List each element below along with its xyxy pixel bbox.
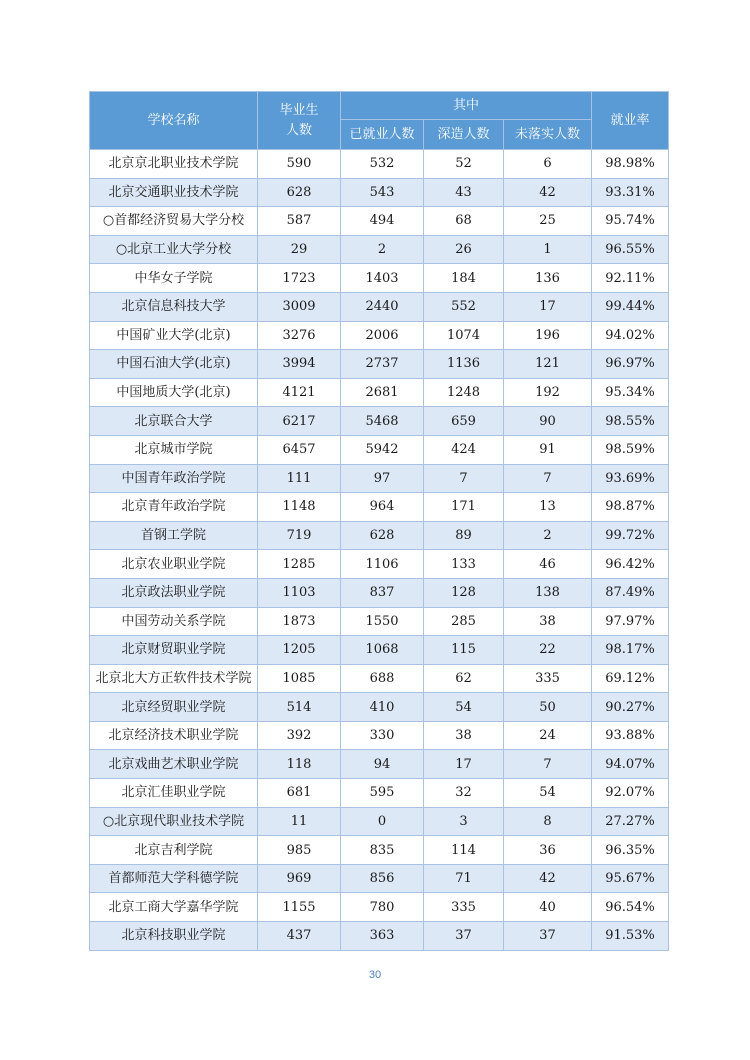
cell-further-study: 1248 <box>424 378 504 407</box>
table-row <box>90 207 669 236</box>
cell-employed: 628 <box>341 521 424 550</box>
cell-graduates: 3009 <box>258 292 341 321</box>
cell-further-study: 114 <box>424 836 504 865</box>
cell-further-study: 659 <box>424 407 504 436</box>
cell-unplaced: 90 <box>504 407 592 436</box>
cell-employment-rate: 94.07% <box>592 750 669 779</box>
table-row <box>90 807 669 836</box>
cell-unplaced: 22 <box>504 636 592 665</box>
cell-further-study: 285 <box>424 607 504 636</box>
cell-unplaced: 37 <box>504 922 592 951</box>
cell-unplaced: 8 <box>504 807 592 836</box>
cell-graduates: 514 <box>258 693 341 722</box>
table-row <box>90 607 669 636</box>
cell-employed: 363 <box>341 922 424 951</box>
cell-school-name: ○北京现代职业技术学院 <box>90 807 258 836</box>
cell-further-study: 171 <box>424 493 504 522</box>
cell-employed: 330 <box>341 721 424 750</box>
cell-employment-rate: 94.02% <box>592 321 669 350</box>
cell-graduates: 6457 <box>258 435 341 464</box>
table-row <box>90 435 669 464</box>
cell-employed: 543 <box>341 178 424 207</box>
cell-further-study: 68 <box>424 207 504 236</box>
cell-employed: 410 <box>341 693 424 722</box>
cell-employment-rate: 98.59% <box>592 435 669 464</box>
header-school-name: 学校名称 <box>90 92 258 150</box>
cell-graduates: 719 <box>258 521 341 550</box>
cell-employment-rate: 91.53% <box>592 922 669 951</box>
cell-employment-rate: 95.34% <box>592 378 669 407</box>
cell-unplaced: 40 <box>504 893 592 922</box>
cell-school-name: 北京联合大学 <box>90 407 258 436</box>
cell-unplaced: 136 <box>504 264 592 293</box>
cell-unplaced: 1 <box>504 235 592 264</box>
cell-graduates: 1205 <box>258 636 341 665</box>
cell-employment-rate: 93.69% <box>592 464 669 493</box>
cell-employed: 1068 <box>341 636 424 665</box>
cell-graduates: 4121 <box>258 378 341 407</box>
table-row <box>90 693 669 722</box>
cell-further-study: 43 <box>424 178 504 207</box>
cell-employment-rate: 95.67% <box>592 864 669 893</box>
cell-unplaced: 42 <box>504 178 592 207</box>
cell-graduates: 1285 <box>258 550 341 579</box>
cell-further-study: 32 <box>424 779 504 808</box>
cell-school-name: 北京工商大学嘉华学院 <box>90 893 258 922</box>
employment-table <box>89 91 669 951</box>
cell-employment-rate: 97.97% <box>592 607 669 636</box>
table-row <box>90 922 669 951</box>
cell-employed: 1106 <box>341 550 424 579</box>
cell-further-study: 38 <box>424 721 504 750</box>
cell-employment-rate: 99.72% <box>592 521 669 550</box>
cell-employed: 94 <box>341 750 424 779</box>
cell-school-name: 首钢工学院 <box>90 521 258 550</box>
header-employment-rate: 就业率 <box>592 92 669 150</box>
cell-employment-rate: 98.87% <box>592 493 669 522</box>
cell-employment-rate: 27.27% <box>592 807 669 836</box>
cell-employed: 964 <box>341 493 424 522</box>
cell-unplaced: 13 <box>504 493 592 522</box>
table-row <box>90 836 669 865</box>
cell-school-name: 中华女子学院 <box>90 264 258 293</box>
cell-employed: 494 <box>341 207 424 236</box>
cell-unplaced: 196 <box>504 321 592 350</box>
cell-further-study: 89 <box>424 521 504 550</box>
cell-employed: 595 <box>341 779 424 808</box>
cell-employment-rate: 96.35% <box>592 836 669 865</box>
table-row <box>90 864 669 893</box>
cell-unplaced: 2 <box>504 521 592 550</box>
cell-graduates: 437 <box>258 922 341 951</box>
table-row <box>90 178 669 207</box>
table-row <box>90 493 669 522</box>
cell-employed: 0 <box>341 807 424 836</box>
cell-school-name: 北京戏曲艺术职业学院 <box>90 750 258 779</box>
cell-school-name: ○首都经济贸易大学分校 <box>90 207 258 236</box>
cell-unplaced: 121 <box>504 350 592 379</box>
cell-unplaced: 38 <box>504 607 592 636</box>
cell-employed: 835 <box>341 836 424 865</box>
table-body <box>90 150 669 951</box>
cell-school-name: ○北京工业大学分校 <box>90 235 258 264</box>
cell-graduates: 11 <box>258 807 341 836</box>
cell-school-name: 北京青年政治学院 <box>90 493 258 522</box>
cell-employed: 837 <box>341 578 424 607</box>
cell-employment-rate: 98.98% <box>592 150 669 179</box>
cell-employed: 2006 <box>341 321 424 350</box>
page-number: 30 <box>368 969 382 981</box>
cell-unplaced: 192 <box>504 378 592 407</box>
cell-graduates: 3994 <box>258 350 341 379</box>
cell-employment-rate: 90.27% <box>592 693 669 722</box>
table-row <box>90 893 669 922</box>
cell-school-name: 北京农业职业学院 <box>90 550 258 579</box>
cell-unplaced: 50 <box>504 693 592 722</box>
cell-further-study: 115 <box>424 636 504 665</box>
table-row <box>90 321 669 350</box>
cell-unplaced: 335 <box>504 664 592 693</box>
cell-further-study: 26 <box>424 235 504 264</box>
cell-further-study: 128 <box>424 578 504 607</box>
cell-school-name: 中国劳动关系学院 <box>90 607 258 636</box>
cell-employed: 2737 <box>341 350 424 379</box>
cell-school-name: 北京经济技术职业学院 <box>90 721 258 750</box>
cell-school-name: 北京信息科技大学 <box>90 292 258 321</box>
cell-employed: 1550 <box>341 607 424 636</box>
cell-employed: 2440 <box>341 292 424 321</box>
cell-further-study: 7 <box>424 464 504 493</box>
table-row <box>90 350 669 379</box>
cell-unplaced: 17 <box>504 292 592 321</box>
cell-school-name: 北京交通职业技术学院 <box>90 178 258 207</box>
cell-employed: 856 <box>341 864 424 893</box>
header-group-of-which: 其中 <box>341 92 592 120</box>
table-row <box>90 721 669 750</box>
cell-employment-rate: 98.17% <box>592 636 669 665</box>
cell-further-study: 37 <box>424 922 504 951</box>
cell-school-name: 北京汇佳职业学院 <box>90 779 258 808</box>
table-row <box>90 550 669 579</box>
cell-employed: 688 <box>341 664 424 693</box>
cell-graduates: 1155 <box>258 893 341 922</box>
cell-school-name: 北京经贸职业学院 <box>90 693 258 722</box>
cell-further-study: 1074 <box>424 321 504 350</box>
cell-unplaced: 7 <box>504 464 592 493</box>
cell-unplaced: 6 <box>504 150 592 179</box>
cell-school-name: 中国青年政治学院 <box>90 464 258 493</box>
table-row <box>90 664 669 693</box>
cell-graduates: 1085 <box>258 664 341 693</box>
cell-school-name: 北京城市学院 <box>90 435 258 464</box>
cell-employed: 780 <box>341 893 424 922</box>
cell-further-study: 552 <box>424 292 504 321</box>
cell-graduates: 111 <box>258 464 341 493</box>
cell-graduates: 628 <box>258 178 341 207</box>
cell-further-study: 54 <box>424 693 504 722</box>
cell-employment-rate: 93.31% <box>592 178 669 207</box>
cell-employed: 97 <box>341 464 424 493</box>
cell-graduates: 3276 <box>258 321 341 350</box>
cell-unplaced: 46 <box>504 550 592 579</box>
cell-unplaced: 36 <box>504 836 592 865</box>
table-row <box>90 578 669 607</box>
cell-employment-rate: 95.74% <box>592 207 669 236</box>
cell-employed: 1403 <box>341 264 424 293</box>
cell-graduates: 969 <box>258 864 341 893</box>
table-row <box>90 636 669 665</box>
table-row <box>90 750 669 779</box>
cell-school-name: 北京科技职业学院 <box>90 922 258 951</box>
table-header <box>90 92 669 150</box>
cell-employment-rate: 96.42% <box>592 550 669 579</box>
cell-employed: 5468 <box>341 407 424 436</box>
cell-graduates: 6217 <box>258 407 341 436</box>
cell-graduates: 587 <box>258 207 341 236</box>
cell-further-study: 424 <box>424 435 504 464</box>
cell-school-name: 中国石油大学(北京) <box>90 350 258 379</box>
header-further-study: 深造人数 <box>424 120 504 150</box>
table-row <box>90 779 669 808</box>
cell-unplaced: 42 <box>504 864 592 893</box>
cell-further-study: 3 <box>424 807 504 836</box>
cell-graduates: 985 <box>258 836 341 865</box>
cell-further-study: 71 <box>424 864 504 893</box>
cell-employment-rate: 98.55% <box>592 407 669 436</box>
cell-further-study: 184 <box>424 264 504 293</box>
table-row <box>90 235 669 264</box>
cell-employment-rate: 93.88% <box>592 721 669 750</box>
cell-employed: 5942 <box>341 435 424 464</box>
cell-further-study: 62 <box>424 664 504 693</box>
table-row <box>90 264 669 293</box>
cell-unplaced: 25 <box>504 207 592 236</box>
cell-graduates: 29 <box>258 235 341 264</box>
cell-school-name: 首都师范大学科德学院 <box>90 864 258 893</box>
cell-employed: 532 <box>341 150 424 179</box>
cell-employment-rate: 96.97% <box>592 350 669 379</box>
cell-employment-rate: 96.55% <box>592 235 669 264</box>
cell-further-study: 17 <box>424 750 504 779</box>
cell-further-study: 133 <box>424 550 504 579</box>
cell-employed: 2681 <box>341 378 424 407</box>
cell-unplaced: 91 <box>504 435 592 464</box>
cell-graduates: 1103 <box>258 578 341 607</box>
cell-school-name: 北京财贸职业学院 <box>90 636 258 665</box>
table-row <box>90 464 669 493</box>
cell-employment-rate: 87.49% <box>592 578 669 607</box>
cell-employment-rate: 96.54% <box>592 893 669 922</box>
cell-unplaced: 54 <box>504 779 592 808</box>
cell-further-study: 1136 <box>424 350 504 379</box>
cell-graduates: 392 <box>258 721 341 750</box>
cell-school-name: 北京北大方正软件技术学院 <box>90 664 258 693</box>
header-employed: 已就业人数 <box>341 120 424 150</box>
cell-graduates: 1873 <box>258 607 341 636</box>
cell-unplaced: 138 <box>504 578 592 607</box>
cell-graduates: 1723 <box>258 264 341 293</box>
cell-unplaced: 24 <box>504 721 592 750</box>
cell-school-name: 北京吉利学院 <box>90 836 258 865</box>
cell-further-study: 52 <box>424 150 504 179</box>
cell-employment-rate: 69.12% <box>592 664 669 693</box>
cell-employment-rate: 92.11% <box>592 264 669 293</box>
cell-graduates: 1148 <box>258 493 341 522</box>
table-row <box>90 378 669 407</box>
cell-employment-rate: 92.07% <box>592 779 669 808</box>
cell-school-name: 中国矿业大学(北京) <box>90 321 258 350</box>
header-unplaced: 未落实人数 <box>504 120 592 150</box>
cell-graduates: 590 <box>258 150 341 179</box>
table-row <box>90 292 669 321</box>
table-row <box>90 521 669 550</box>
cell-employed: 2 <box>341 235 424 264</box>
cell-graduates: 118 <box>258 750 341 779</box>
cell-unplaced: 7 <box>504 750 592 779</box>
table-row <box>90 407 669 436</box>
cell-school-name: 北京政法职业学院 <box>90 578 258 607</box>
header-graduates: 毕业生 人数 <box>258 92 341 150</box>
cell-employment-rate: 99.44% <box>592 292 669 321</box>
cell-school-name: 中国地质大学(北京) <box>90 378 258 407</box>
table-row <box>90 150 669 179</box>
cell-school-name: 北京京北职业技术学院 <box>90 150 258 179</box>
cell-graduates: 681 <box>258 779 341 808</box>
cell-further-study: 335 <box>424 893 504 922</box>
